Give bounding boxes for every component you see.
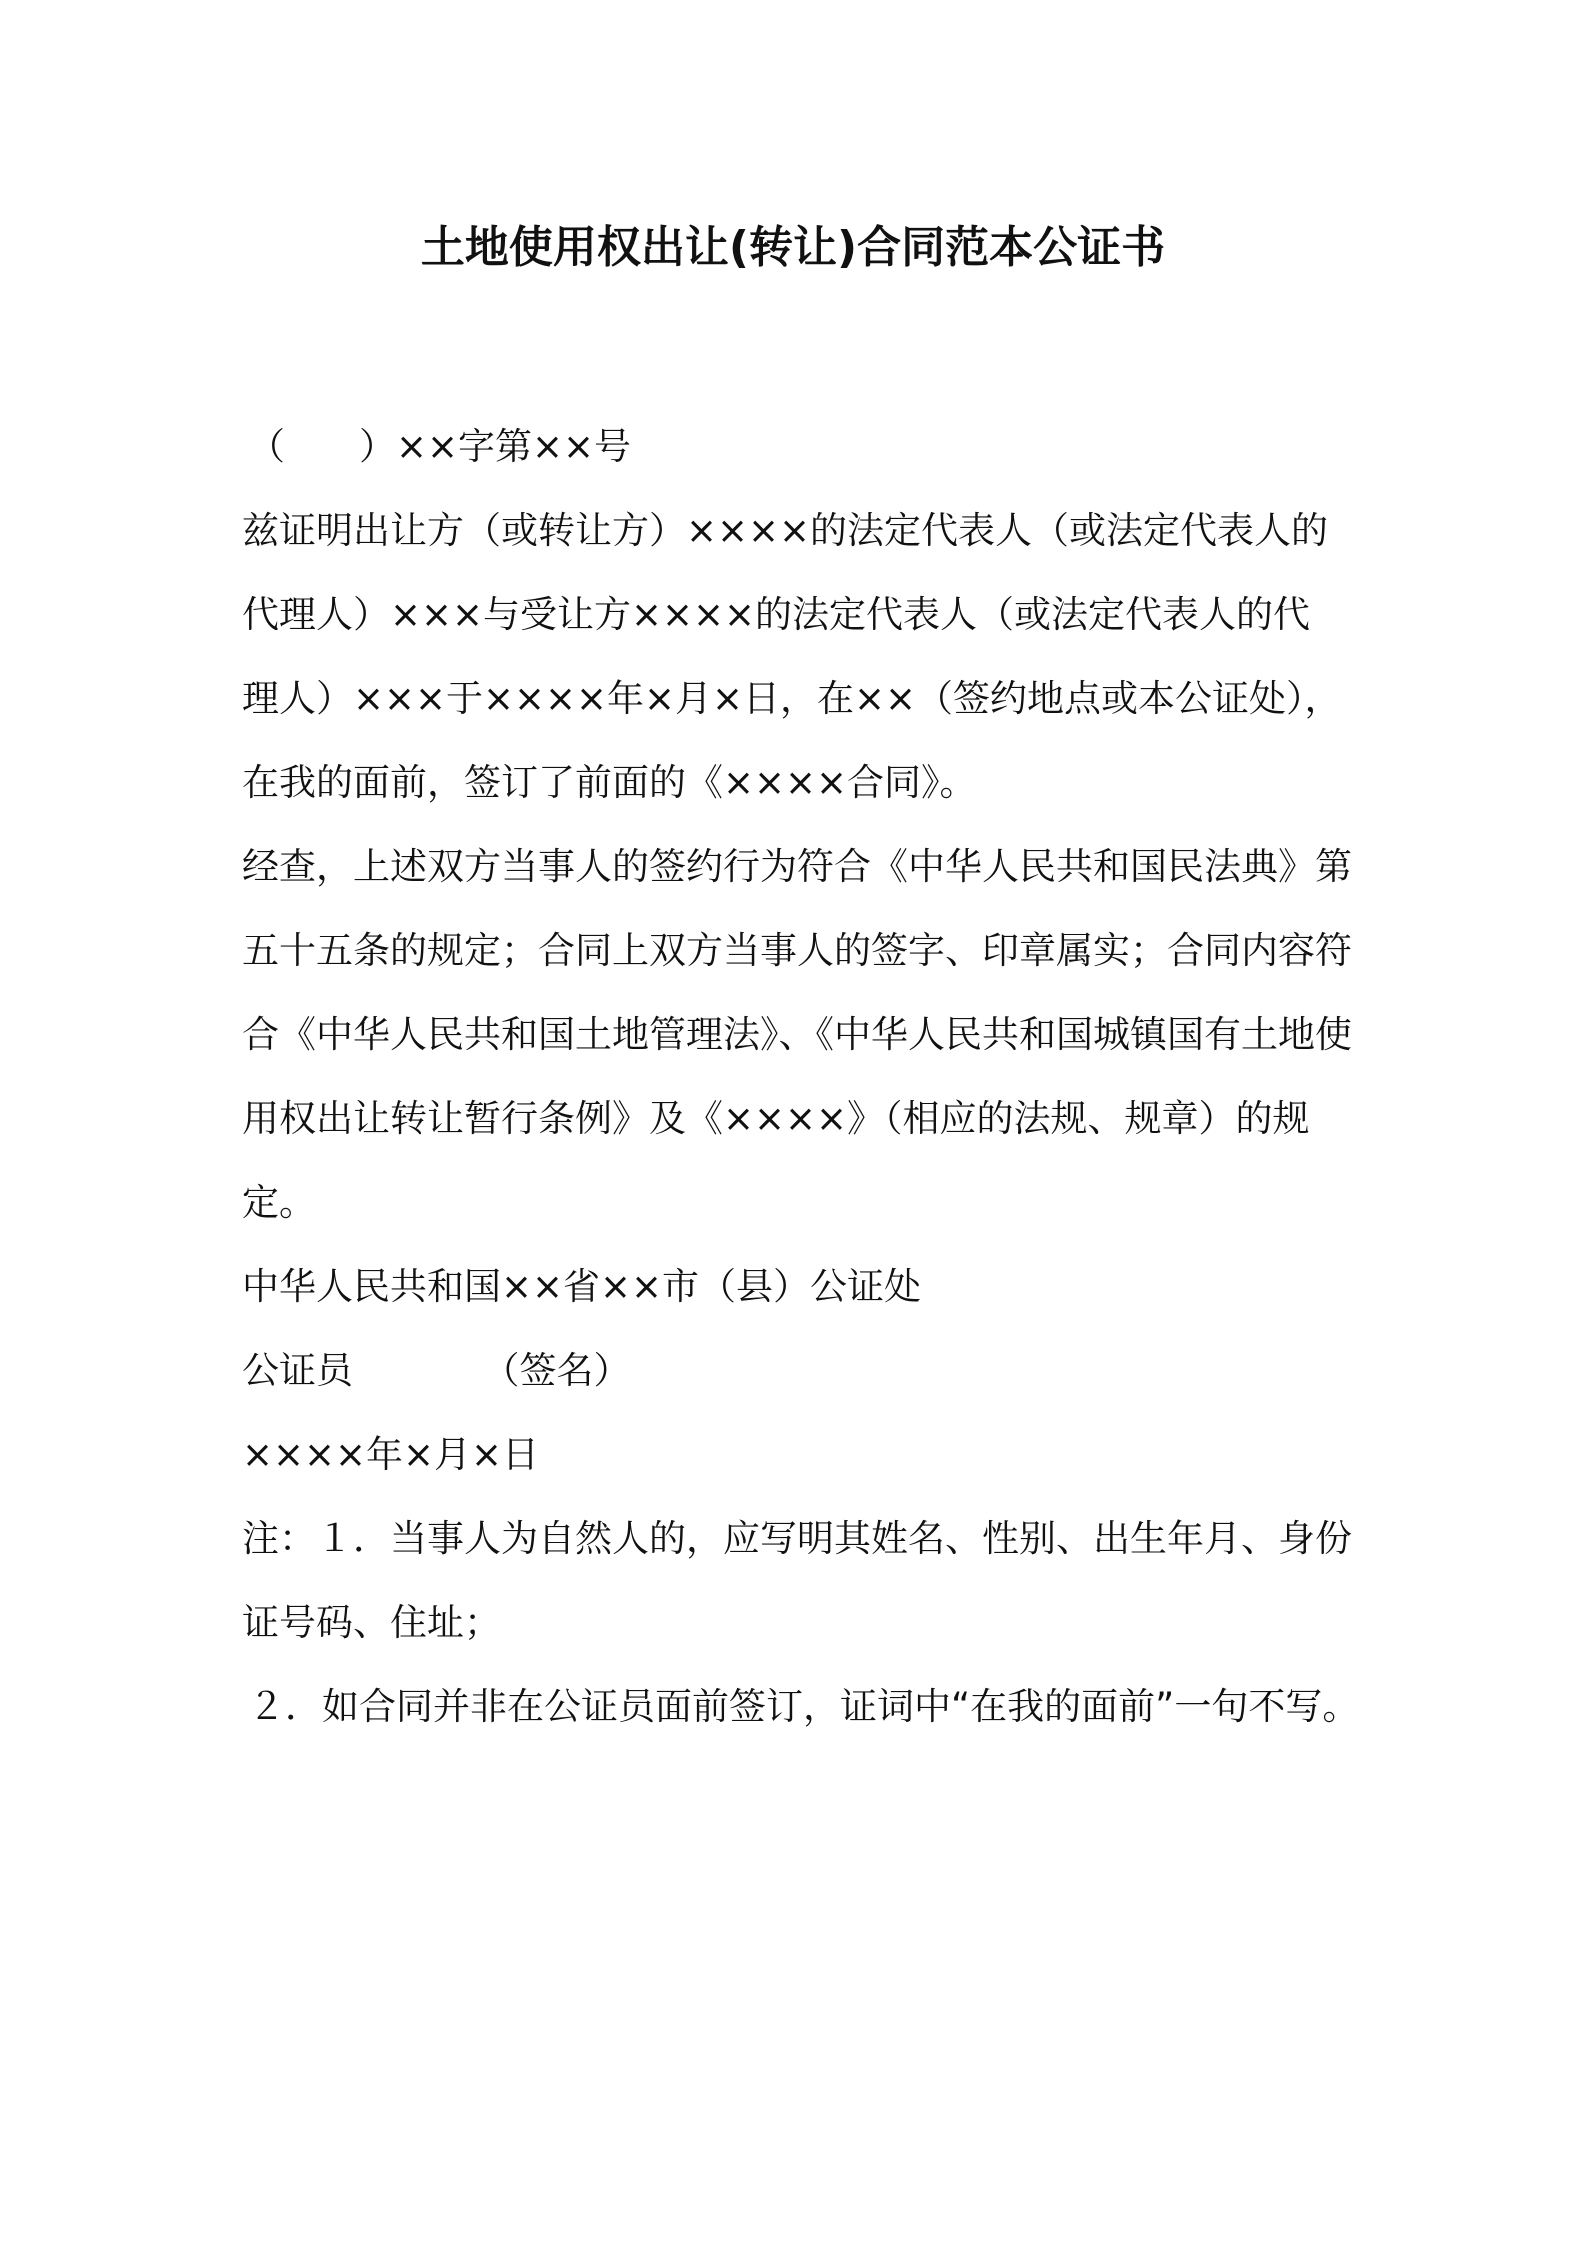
body-line: 在我的面前，签订了前面的《××××合同》。 bbox=[242, 761, 977, 804]
body-line: 理人）×××于××××年×月×日，在××（签约地点或本公证处）， bbox=[242, 677, 1342, 720]
note-line: 注：１．当事人为自然人的，应写明其姓名、性别、出生年月、身份 bbox=[242, 1517, 1352, 1560]
certificate-number: （ ）××字第××号 bbox=[248, 425, 632, 468]
date-line: ××××年×月×日 bbox=[242, 1433, 540, 1476]
body-line: 经查，上述双方当事人的签约行为符合《中华人民共和国民法典》第 bbox=[242, 845, 1352, 888]
notary-office: 中华人民共和国××省××市（县）公证处 bbox=[242, 1265, 922, 1308]
document-title: 土地使用权出让(转让)合同范本公证书 bbox=[420, 222, 1166, 273]
document-body bbox=[242, 405, 1362, 1749]
note-line: ２．如合同并非在公证员面前签订，证词中“在我的面前”一句不写。 bbox=[248, 1685, 1360, 1728]
body-line: 兹证明出让方（或转让方）××××的法定代表人（或法定代表人的 bbox=[242, 509, 1329, 552]
note-line: 证号码、住址； bbox=[242, 1601, 501, 1644]
body-line: 合《中华人民共和国土地管理法》、《中华人民共和国城镇国有土地使 bbox=[242, 1013, 1352, 1056]
notary-signature-line: 公证员 （签名） bbox=[242, 1349, 631, 1392]
body-line: 用权出让转让暂行条例》及《××××》（相应的法规、规章）的规 bbox=[242, 1097, 1310, 1140]
body-line: 定。 bbox=[242, 1181, 316, 1224]
body-line: 五十五条的规定；合同上双方当事人的签字、印章属实；合同内容符 bbox=[242, 929, 1352, 972]
body-line: 代理人）×××与受让方××××的法定代表人（或法定代表人的代 bbox=[242, 593, 1311, 636]
